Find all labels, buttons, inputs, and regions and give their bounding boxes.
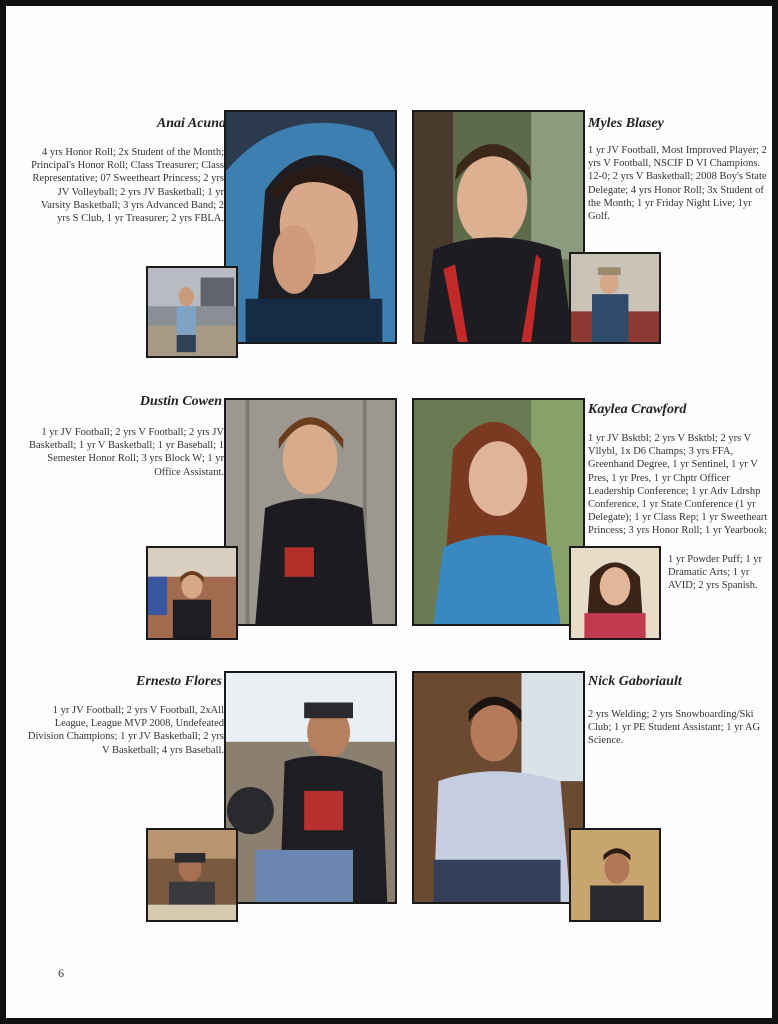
student-name-dustin-cowen: Dustin Cowen xyxy=(139,394,222,409)
candid-photo-myles-blasey xyxy=(569,252,661,344)
candid-photo-ernesto-flores xyxy=(146,828,238,922)
yearbook-page xyxy=(6,6,772,1018)
student-bio-myles-blasey: 1 yr JV Football, Most Improved Player; 2 yrs V Football, NSCIF D VI Champions. 12-0; 2 yrs V Basketball; 2008 Boy's State Delegate; 4 yrs Honor Roll; 3x Student of the Month; 1 yr Friday Night Live; 1yr Golf. xyxy=(588,145,767,223)
student-name-nick-gaboriault: Nick Gaboriault xyxy=(588,674,682,689)
student-bio-ernesto-flores: 1 yr JV Football; 2 yrs V Football, 2xAll League, League MVP 2008, Undefeated Division Champions; 1 yr JV Basketball; 2 yrs V Basketball; 4 yrs Baseball. xyxy=(27,705,224,756)
candid-photo-nick-gaboriault xyxy=(569,828,661,922)
portrait-photo-anai-acuna xyxy=(224,110,397,344)
page-number: 6 xyxy=(58,966,64,980)
portrait-photo-ernesto-flores xyxy=(224,671,397,904)
student-bio-nick-gaboriault: 2 yrs Welding; 2 yrs Snowboarding/Ski Club; 1 yr PE Student Assistant; 1 yr AG Science. xyxy=(588,709,761,747)
candid-photo-kaylea-crawford xyxy=(569,546,661,640)
student-name-anai-acuna: Anai Acuna xyxy=(156,116,226,131)
portrait-photo-nick-gaboriault xyxy=(412,671,585,904)
portrait-photo-dustin-cowen xyxy=(224,398,397,626)
portrait-photo-myles-blasey xyxy=(412,110,585,344)
portrait-photo-kaylea-crawford xyxy=(412,398,585,626)
student-bio-continued-kaylea-crawford: 1 yr Powder Puff; 1 yr Dramatic Arts; 1 yr AVID; 2 yrs Spanish. xyxy=(668,554,763,592)
student-name-kaylea-crawford: Kaylea Crawford xyxy=(588,402,687,417)
student-bio-anai-acuna: 4 yrs Honor Roll; 2x Student of the Month; Principal's Honor Roll; Class Treasurer; Class Representative; 07 Sweetheart Princess; 2 yrs JV Volleyball; 2 yrs JV Basketball; 1 yr Varsity Basketball; 3 yrs Advanced Band; 2 yrs S Club, 1 yr Treasurer; 2 yrs FBLA. xyxy=(31,147,224,225)
student-name-myles-blasey: Myles Blasey xyxy=(588,116,664,131)
candid-photo-anai-acuna xyxy=(146,266,238,358)
student-bio-kaylea-crawford: 1 yr JV Bsktbl; 2 yrs V Bsktbl; 2 yrs V Vllybl, 1x D6 Champs; 3 yrs FFA, Greenhand Degree, 1 yr Sentinel, 1 yr V Pres, 1 yr Pres, 1 yr Chptr Officer Leadership Conference; 1 yr Adv Ldrshp Conference, 1 yr State Conference (1 yr Delegate); 1 yr Class Rep; 1 yr Sweetheart Princess; 3 yrs Honor Roll; 1 yr Yearbook; xyxy=(588,433,768,537)
student-name-ernesto-flores: Ernesto Flores xyxy=(136,674,222,689)
student-bio-dustin-cowen: 1 yr JV Football; 2 yrs V Football; 2 yrs JV Basketball; 1 yr V Basketball; 1 yr Baseball; 1 Semester Honor Roll; 3 yrs Block W; 1 yr Office Assistant. xyxy=(29,427,224,478)
candid-photo-dustin-cowen xyxy=(146,546,238,640)
